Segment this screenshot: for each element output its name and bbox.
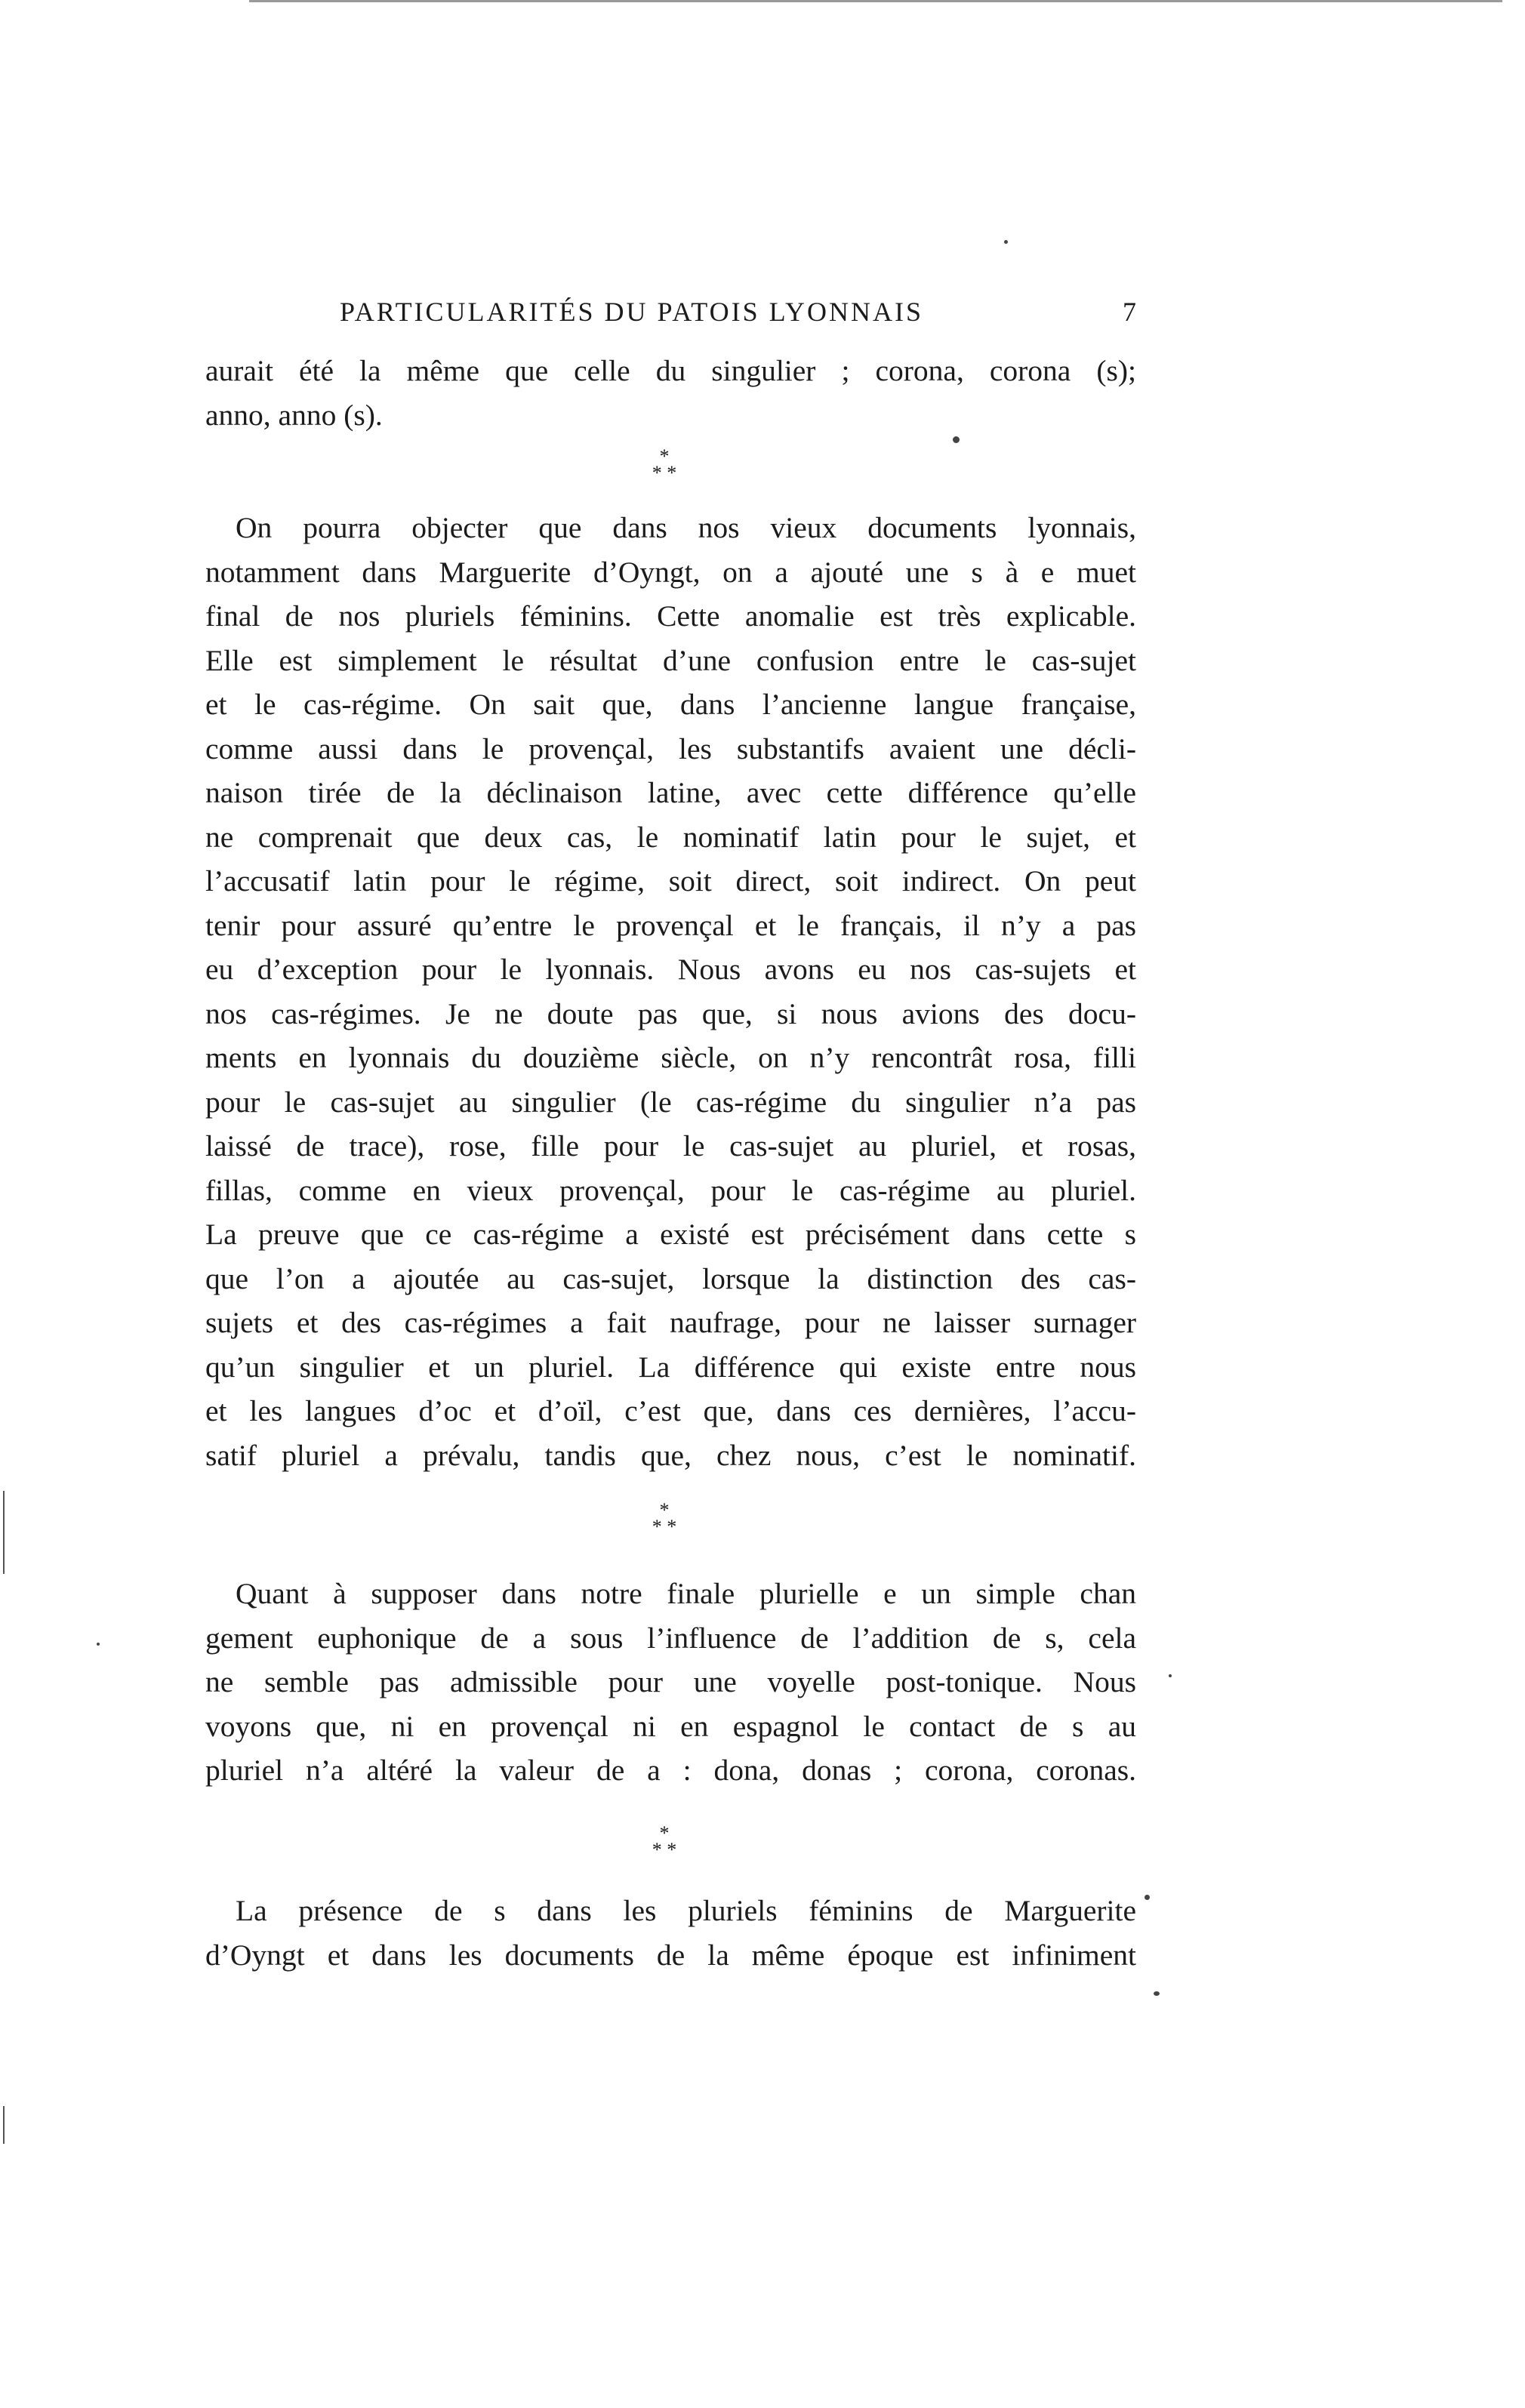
text-line: et les langues d’oc et d’oïl, c’est que, dans ces dernières, l’accu- bbox=[205, 1394, 1136, 1427]
running-title: PARTICULARITÉS DU PATOIS LYONNAIS bbox=[340, 297, 923, 327]
ink-speck bbox=[1169, 1674, 1172, 1677]
text-line: naison tirée de la déclinaison latine, avec cette différence qu’elle bbox=[205, 776, 1136, 809]
text-line: eu d’exception pour le lyonnais. Nous avons eu nos cas-sujets et bbox=[205, 953, 1136, 986]
text-line: final de nos pluriels féminins. Cette anomalie est très explicable. bbox=[205, 599, 1136, 633]
paragraph bbox=[205, 506, 1136, 1477]
running-header bbox=[340, 296, 1136, 334]
text-line: La présence de s dans les pluriels féminins de Marguerite bbox=[236, 1894, 1136, 1927]
page-number: 7 bbox=[1123, 297, 1136, 327]
text-line: pluriel n’a altéré la valeur de a : dona, donas ; corona, coronas. bbox=[205, 1754, 1136, 1787]
ink-speck bbox=[953, 436, 960, 443]
ink-speck bbox=[97, 1643, 100, 1646]
text-line: On pourra objecter que dans nos vieux documents lyonnais, bbox=[236, 511, 1136, 544]
text-line: fillas, comme en vieux provençal, pour le cas-régime au pluriel. bbox=[205, 1173, 1136, 1207]
text-line: l’accusatif latin pour le régime, soit direct, soit indirect. On peut bbox=[205, 864, 1136, 898]
text-line: nos cas-régimes. Je ne doute pas que, si nous avions des docu- bbox=[205, 996, 1136, 1030]
paragraph bbox=[205, 1889, 1136, 1977]
text-line: gement euphonique de a sous l’influence de l’addition de s, cela bbox=[205, 1621, 1136, 1655]
paragraph bbox=[205, 1572, 1136, 1793]
section-asterism bbox=[634, 445, 695, 484]
asterism-bottom: * * bbox=[652, 1839, 677, 1861]
ink-speck bbox=[1154, 1991, 1160, 1996]
text-line: ments en lyonnais du douzième siècle, on n’y rencontrât rosa, filli bbox=[205, 1041, 1136, 1074]
page-left-edge-mark bbox=[3, 2106, 5, 2144]
text-line: voyons que, ni en provençal ni en espagnol le contact de s au bbox=[205, 1709, 1136, 1743]
text-line: ne semble pas admissible pour une voyelle post-tonique. Nous bbox=[205, 1665, 1136, 1698]
text-line: d’Oyngt et dans les documents de la même époque est infiniment bbox=[205, 1938, 1136, 1972]
text-line: anno, anno (s). bbox=[205, 398, 383, 432]
asterism-bottom: * * bbox=[652, 462, 677, 484]
ink-speck bbox=[1004, 240, 1008, 244]
text-line: tenir pour assuré qu’entre le provençal et le français, il n’y a pas bbox=[205, 908, 1136, 942]
asterism-top: * bbox=[659, 445, 670, 467]
text-line: Quant à supposer dans notre finale plurielle e un simple chan bbox=[236, 1577, 1136, 1610]
section-asterism bbox=[634, 1499, 695, 1538]
section-asterism bbox=[634, 1822, 695, 1861]
page-top-edge bbox=[249, 0, 1502, 2]
text-line: que l’on a ajoutée au cas-sujet, lorsque la distinction des cas- bbox=[205, 1261, 1136, 1295]
text-line: pour le cas-sujet au singulier (le cas-régime du singulier n’a pas bbox=[205, 1085, 1136, 1119]
text-line: comme aussi dans le provençal, les substantifs avaient une décli- bbox=[205, 731, 1136, 765]
text-line: laissé de trace), rose, fille pour le cas-sujet au pluriel, et rosas, bbox=[205, 1129, 1136, 1162]
page-left-edge-mark bbox=[3, 1491, 5, 1574]
text-line: La preuve que ce cas-régime a existé est précisément dans cette s bbox=[205, 1218, 1136, 1251]
asterism-bottom: * * bbox=[652, 1516, 677, 1538]
text-line: et le cas-régime. On sait que, dans l’ancienne langue française, bbox=[205, 688, 1136, 721]
paragraph-continuation bbox=[205, 349, 1136, 437]
text-line: satif pluriel a prévalu, tandis que, chez nous, c’est le nominatif. bbox=[205, 1438, 1136, 1472]
ink-speck bbox=[1145, 1895, 1150, 1900]
text-line: ne comprenait que deux cas, le nominatif latin pour le sujet, et bbox=[205, 820, 1136, 854]
asterism-top: * bbox=[659, 1822, 670, 1844]
text-line: sujets et des cas-régimes a fait naufrage, pour ne laisser surnager bbox=[205, 1306, 1136, 1339]
text-line: notamment dans Marguerite d’Oyngt, on a ajouté une s à e muet bbox=[205, 555, 1136, 589]
asterism-top: * bbox=[659, 1499, 670, 1521]
text-line: qu’un singulier et un pluriel. La différence qui existe entre nous bbox=[205, 1350, 1136, 1384]
text-line: aurait été la même que celle du singulier ; corona, corona (s); bbox=[205, 354, 1136, 387]
text-line: Elle est simplement le résultat d’une confusion entre le cas-sujet bbox=[205, 643, 1136, 677]
